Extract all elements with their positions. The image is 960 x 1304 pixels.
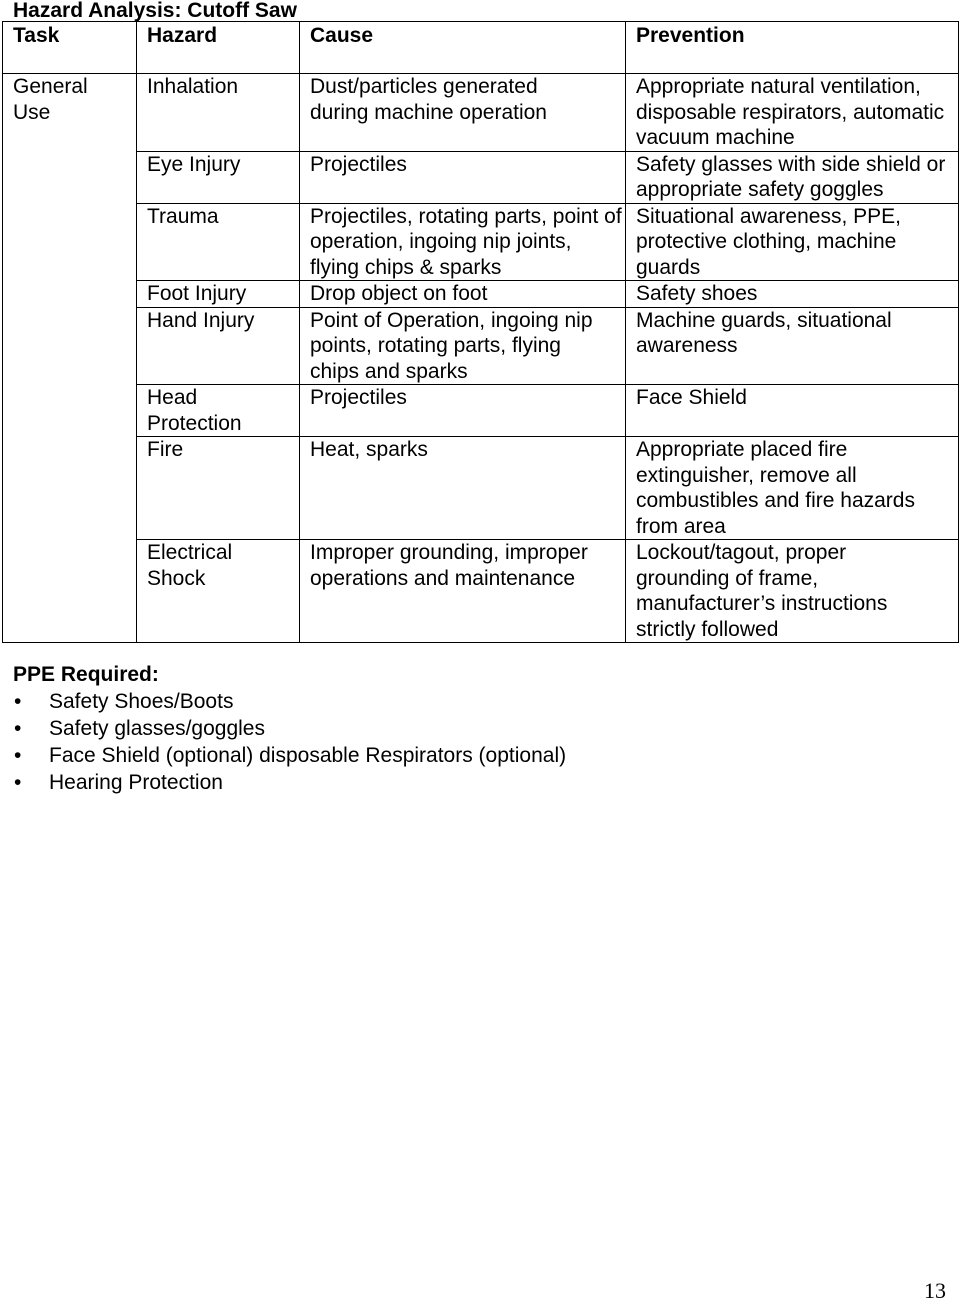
prevention-cell: Safety glasses with side shield or appropriate safety goggles — [626, 151, 959, 203]
table-row — [3, 307, 959, 385]
hazard-cell: Hand Injury — [137, 307, 300, 385]
prevention-cell: Lockout/tagout, proper grounding of frame, manufacturer’s instructions strictly followed — [626, 540, 959, 643]
ppe-section — [13, 661, 566, 796]
bullet-icon: • — [14, 690, 22, 713]
header-cause: Cause — [300, 22, 626, 74]
hazard-cell: Head Protection — [137, 385, 300, 437]
cause-cell: Point of Operation, ingoing nip points, rotating parts, flying chips and sparks — [300, 307, 626, 385]
hazard-cell: Eye Injury — [137, 151, 300, 203]
cause-cell: Projectiles, rotating parts, point of operation, ingoing nip joints, flying chips & sparks — [300, 203, 626, 281]
cause-cell: Improper grounding, improper operations and maintenance — [300, 540, 626, 643]
list-item: • Safety Shoes/Boots — [14, 690, 234, 713]
list-item: • Face Shield (optional) disposable Respirators (optional) — [14, 744, 567, 767]
prevention-cell: Safety shoes — [626, 281, 959, 308]
cause-cell: Heat, sparks — [300, 437, 626, 540]
prevention-cell: Machine guards, situational awareness — [626, 307, 959, 385]
table-row — [3, 281, 959, 308]
hazard-cell: Foot Injury — [137, 281, 300, 308]
table-header-row — [3, 22, 959, 74]
cause-cell: Dust/particles generated during machine operation — [300, 74, 626, 152]
cause-cell: Projectiles — [300, 151, 626, 203]
ppe-list — [13, 688, 566, 796]
table-row — [3, 385, 959, 437]
header-hazard: Hazard — [137, 22, 300, 74]
prevention-cell: Appropriate natural ventilation, disposable respirators, automatic vacuum machine — [626, 74, 959, 152]
bullet-icon: • — [14, 771, 22, 794]
table-row — [3, 74, 959, 152]
page-number: 13 — [924, 1278, 946, 1303]
header-prevention: Prevention — [626, 22, 959, 74]
bullet-icon: • — [14, 744, 22, 767]
prevention-cell: Appropriate placed fire extinguisher, remove all combustibles and fire hazards from area — [626, 437, 959, 540]
prevention-cell: Face Shield — [626, 385, 959, 437]
prevention-cell: Situational awareness, PPE, protective clothing, machine guards — [626, 203, 959, 281]
cause-cell: Drop object on foot — [300, 281, 626, 308]
hazard-cell: Electrical Shock — [137, 540, 300, 643]
hazard-analysis-table — [2, 21, 959, 643]
cause-cell: Projectiles — [300, 385, 626, 437]
table-row — [3, 203, 959, 281]
hazard-cell: Inhalation — [137, 74, 300, 152]
table-row — [3, 437, 959, 540]
ppe-heading: PPE Required: — [13, 663, 159, 686]
table-row — [3, 540, 959, 643]
list-item: • Hearing Protection — [14, 771, 223, 794]
header-task: Task — [3, 22, 137, 74]
task-label: General Use — [13, 75, 88, 124]
table-row — [3, 151, 959, 203]
document-title: Hazard Analysis: Cutoff Saw — [13, 0, 297, 22]
bullet-icon: • — [14, 717, 22, 740]
task-cell — [3, 74, 137, 643]
list-item: • Safety glasses/goggles — [14, 717, 265, 740]
hazard-cell: Trauma — [137, 203, 300, 281]
hazard-cell: Fire — [137, 437, 300, 540]
